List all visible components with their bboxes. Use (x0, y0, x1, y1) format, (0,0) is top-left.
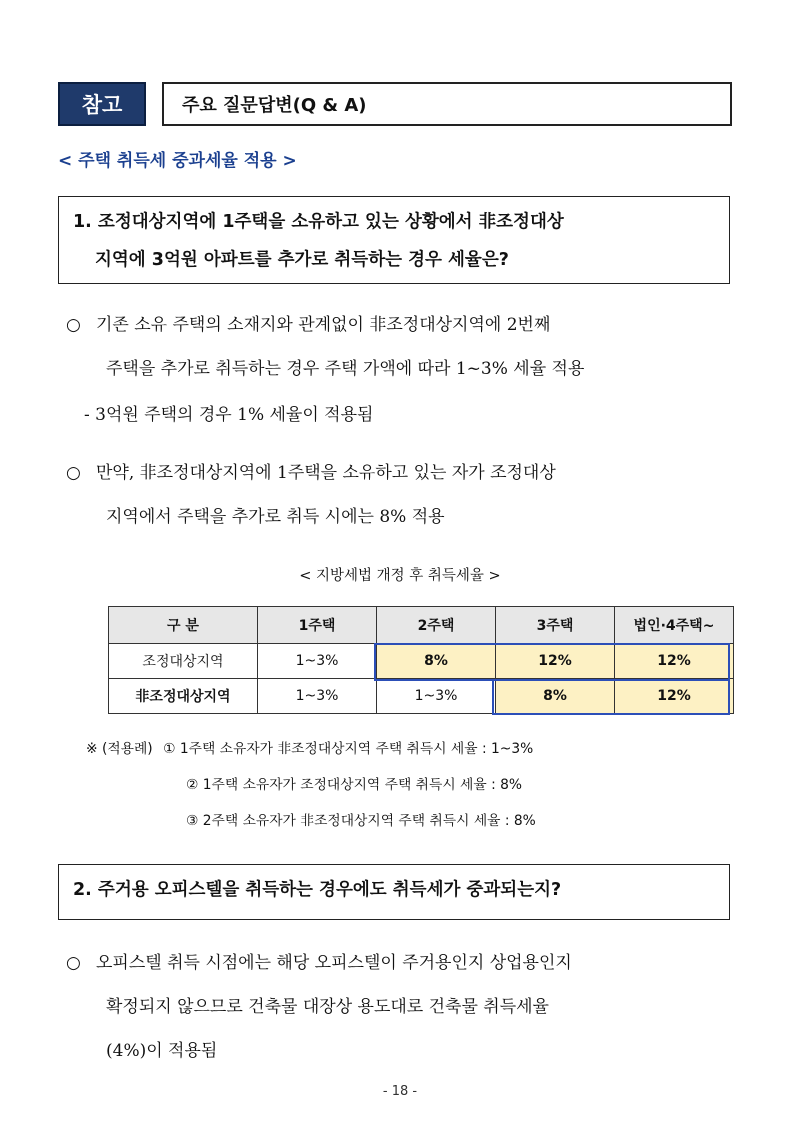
answer-3-line-1: 오피스텔 취득 시점에는 해당 오피스텔이 주거용인지 상업용인지 (96, 953, 572, 973)
table-row-label: 조정대상지역 (109, 644, 258, 679)
answer-1-dash-item: - 3억원 주택의 경우 1% 세율이 적용됨 (84, 405, 374, 425)
reference-badge: 참고 (58, 82, 146, 126)
table-row-label: 非조정대상지역 (109, 679, 258, 714)
bullet-circle-icon: ○ (66, 953, 81, 973)
header-title: 주요 질문답변(Q & A) (162, 82, 732, 126)
question-1-box (58, 196, 730, 284)
table-cell: 1~3% (258, 644, 377, 679)
note-1 (86, 737, 533, 757)
table-header-cell: 법인·4주택~ (615, 607, 734, 644)
table-cell: 8% (496, 679, 615, 714)
table-cell: 12% (496, 644, 615, 679)
answer-1 (66, 310, 746, 430)
table-row (109, 644, 734, 679)
table-header-cell: 2주택 (377, 607, 496, 644)
answer-3 (66, 948, 746, 1066)
section-subtitle: < 주택 취득세 중과세율 적용 > (58, 151, 297, 171)
table-cell: 1~3% (258, 679, 377, 714)
page-number: - 18 - (382, 1084, 418, 1099)
bullet-circle-icon: ○ (66, 463, 81, 483)
note-2: ② 1주택 소유자가 조정대상지역 주택 취득시 세율 : 8% (186, 777, 522, 793)
note-3: ③ 2주택 소유자가 非조정대상지역 주택 취득시 세율 : 8% (186, 813, 536, 829)
answer-2-line-2: 지역에서 주택을 추가로 취득 시에는 8% 적용 (106, 507, 445, 527)
question-1-line-1: 1. 조정대상지역에 1주택을 소유하고 있는 상황에서 非조정대상 (73, 212, 564, 232)
table-row (109, 679, 734, 714)
bullet-circle-icon: ○ (66, 315, 81, 335)
table-cell: 8% (377, 644, 496, 679)
answer-1-line-1: 기존 소유 주택의 소재지와 관계없이 非조정대상지역에 2번째 (96, 315, 551, 335)
note-1-text: ① 1주택 소유자가 非조정대상지역 주택 취득시 세율 : 1~3% (163, 741, 534, 757)
question-2-line-1: 2. 주거용 오피스텔을 취득하는 경우에도 취득세가 중과되는지? (73, 880, 562, 900)
tax-rate-table (108, 606, 734, 714)
answer-3-line-2: 확정되지 않으므로 건축물 대장상 용도대로 건축물 취득세율 (106, 997, 549, 1017)
table-cell: 12% (615, 679, 734, 714)
table-header-cell: 1주택 (258, 607, 377, 644)
table-header-cell: 구 분 (109, 607, 258, 644)
answer-2 (66, 458, 746, 532)
table-header-cell: 3주택 (496, 607, 615, 644)
answer-2-line-1: 만약, 非조정대상지역에 1주택을 소유하고 있는 자가 조정대상 (96, 463, 556, 483)
table-cell: 12% (615, 644, 734, 679)
note-prefix: ※ (적용례) (86, 741, 153, 757)
table-header-row (109, 607, 734, 644)
table-caption: < 지방세법 개정 후 취득세율 > (299, 568, 501, 584)
question-2-box (58, 864, 730, 920)
answer-1-line-2: 주택을 추가로 취득하는 경우 주택 가액에 따라 1~3% 세율 적용 (106, 359, 585, 379)
answer-3-line-3: (4%)이 적용됨 (106, 1041, 218, 1061)
table-cell: 1~3% (377, 679, 496, 714)
question-1-line-2: 지역에 3억원 아파트를 추가로 취득하는 경우 세율은? (95, 250, 509, 270)
